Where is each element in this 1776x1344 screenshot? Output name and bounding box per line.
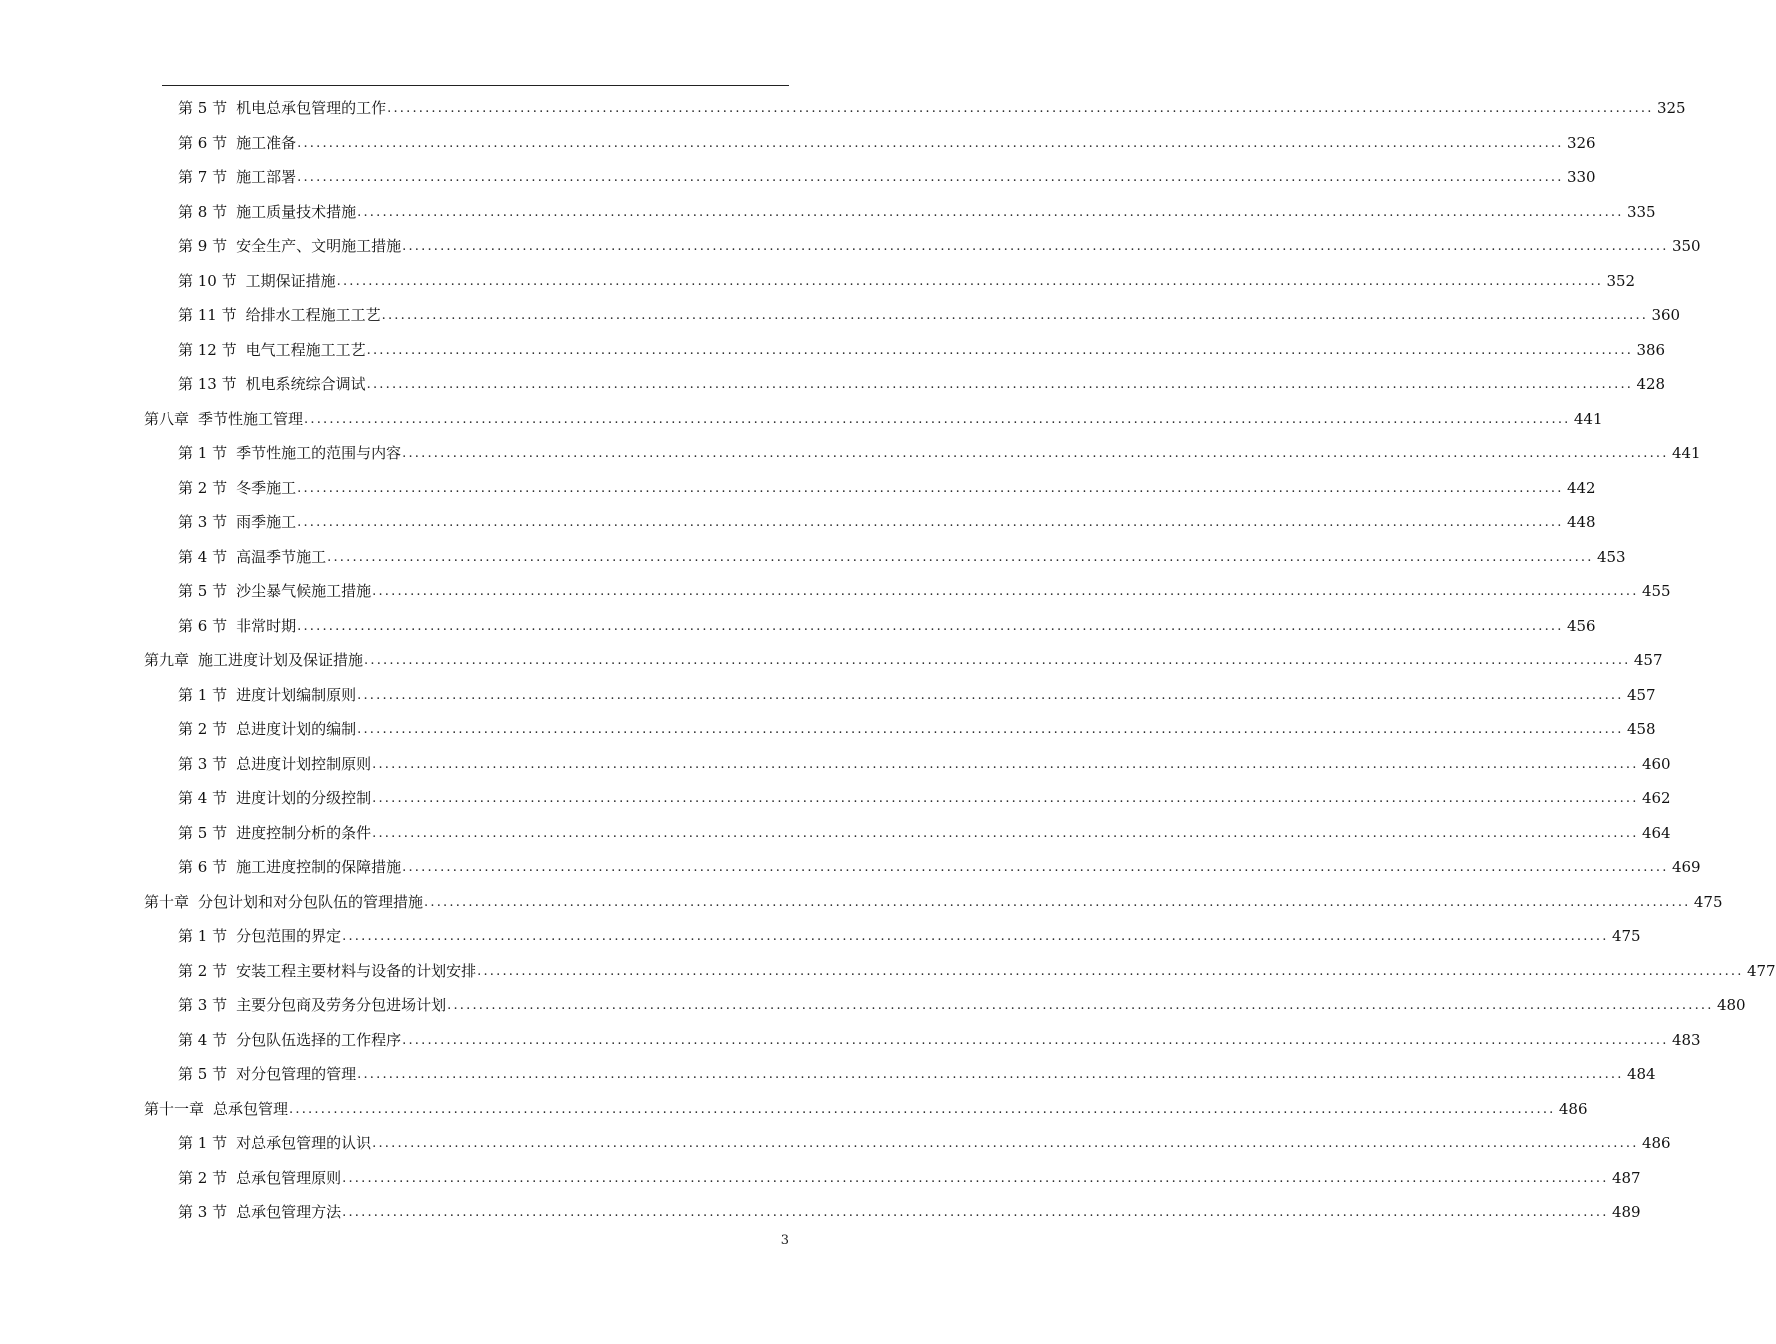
toc-entry-number: 第 9 节 — [178, 237, 228, 256]
toc-entry-label — [178, 133, 296, 153]
toc-entry-title: 机电总承包管理的工作 — [236, 99, 387, 118]
toc-section-entry[interactable] — [0, 298, 1681, 333]
toc-entry-page: 464 — [1641, 823, 1671, 842]
toc-entry-label — [178, 926, 341, 946]
dot-leader: ........................................................................................................................................................................................................ — [364, 653, 1631, 669]
toc-section-entry[interactable] — [0, 126, 1596, 161]
toc-section-entry[interactable] — [0, 747, 1671, 782]
dot-leader: ........................................................................................................................................................................................................ — [357, 204, 1624, 220]
toc-entry-page: 457 — [1626, 685, 1656, 704]
toc-entry-page: 486 — [1641, 1134, 1671, 1153]
toc-entry-page: 483 — [1671, 1030, 1701, 1049]
toc-entry-title: 非常时期 — [236, 616, 297, 635]
dot-leader: ........................................................................................................................................................................................................ — [447, 998, 1714, 1014]
dot-leader: ........................................................................................................................................................................................................ — [402, 1032, 1669, 1048]
dot-leader: ........................................................................................................................................................................................................ — [424, 894, 1691, 910]
toc-entry-page: 441 — [1671, 444, 1701, 463]
toc-entry-title: 雨季施工 — [236, 513, 297, 532]
table-of-contents — [0, 91, 1776, 1230]
dot-leader: ........................................................................................................................................................................................................ — [372, 756, 1639, 772]
toc-entry-page: 453 — [1596, 547, 1626, 566]
dot-leader: ........................................................................................................................................................................................................ — [304, 411, 1571, 427]
toc-section-entry[interactable] — [0, 91, 1686, 126]
toc-section-entry[interactable] — [0, 678, 1656, 713]
toc-entry-label — [178, 616, 296, 636]
toc-entry-label — [178, 857, 401, 877]
toc-entry-number: 第 5 节 — [178, 823, 228, 842]
dot-leader: ........................................................................................................................................................................................................ — [297, 170, 1564, 186]
toc-entry-number: 第 11 节 — [178, 306, 237, 325]
toc-entry-page: 325 — [1656, 99, 1686, 118]
toc-entry-title: 分包队伍选择的工作程序 — [236, 1030, 402, 1049]
toc-section-entry[interactable] — [0, 195, 1656, 230]
toc-entry-page: 456 — [1566, 616, 1596, 635]
dot-leader: ........................................................................................................................................................................................................ — [297, 135, 1564, 151]
toc-entry-label — [178, 167, 296, 187]
toc-entry-label — [178, 995, 446, 1015]
toc-section-entry[interactable] — [0, 816, 1671, 851]
toc-entry-number: 第 7 节 — [178, 168, 228, 187]
toc-entry-page: 386 — [1636, 340, 1666, 359]
toc-entry-title: 总承包管理 — [213, 1099, 289, 1118]
toc-entry-number: 第九章 — [144, 651, 190, 670]
toc-entry-title: 工期保证措施 — [245, 271, 336, 290]
toc-entry-title: 安全生产、文明施工措施 — [236, 237, 402, 256]
toc-entry-number: 第 12 节 — [178, 340, 237, 359]
toc-entry-page: 460 — [1641, 754, 1671, 773]
toc-section-entry[interactable] — [0, 1195, 1641, 1230]
toc-section-entry[interactable] — [0, 471, 1596, 506]
toc-entry-title: 季节性施工的范围与内容 — [236, 444, 402, 463]
toc-entry-page: 484 — [1626, 1065, 1656, 1084]
toc-chapter-entry[interactable] — [0, 1092, 1588, 1127]
toc-entry-page: 489 — [1611, 1203, 1641, 1222]
dot-leader: ........................................................................................................................................................................................................ — [372, 825, 1639, 841]
dot-leader: ........................................................................................................................................................................................................ — [342, 1205, 1609, 1221]
dot-leader: ........................................................................................................................................................................................................ — [366, 342, 1634, 358]
toc-entry-number: 第 13 节 — [178, 375, 237, 394]
toc-entry-page: 487 — [1611, 1168, 1641, 1187]
toc-entry-page: 475 — [1611, 927, 1641, 946]
toc-entry-number: 第 1 节 — [178, 444, 228, 463]
toc-entry-title: 机电系统综合调试 — [245, 375, 366, 394]
toc-entry-label — [178, 374, 366, 394]
toc-entry-number: 第十一章 — [144, 1099, 205, 1118]
toc-section-entry[interactable] — [0, 781, 1671, 816]
toc-entry-page: 458 — [1626, 720, 1656, 739]
toc-entry-number: 第 6 节 — [178, 858, 228, 877]
toc-chapter-entry[interactable] — [0, 643, 1663, 678]
toc-entry-label — [178, 961, 476, 981]
toc-section-entry[interactable] — [0, 436, 1701, 471]
dot-leader: ........................................................................................................................................................................................................ — [387, 101, 1654, 117]
dot-leader: ........................................................................................................................................................................................................ — [372, 1136, 1639, 1152]
toc-entry-title: 高温季节施工 — [236, 547, 327, 566]
toc-entry-number: 第 4 节 — [178, 789, 228, 808]
toc-section-entry[interactable] — [0, 229, 1701, 264]
dot-leader: ........................................................................................................................................................................................................ — [297, 515, 1564, 531]
header-rule — [162, 85, 789, 86]
toc-entry-label — [144, 1099, 288, 1119]
toc-entry-number: 第 3 节 — [178, 1203, 228, 1222]
toc-entry-number: 第 5 节 — [178, 99, 228, 118]
toc-entry-label — [178, 719, 356, 739]
toc-entry-page: 335 — [1626, 202, 1656, 221]
toc-entry-label — [178, 547, 326, 567]
dot-leader: ........................................................................................................................................................................................................ — [372, 791, 1639, 807]
toc-entry-label — [178, 823, 371, 843]
toc-entry-title: 对分包管理的管理 — [236, 1065, 357, 1084]
toc-entry-number: 第 2 节 — [178, 961, 228, 980]
toc-entry-page: 469 — [1671, 858, 1701, 877]
dot-leader: ........................................................................................................................................................................................................ — [342, 1170, 1609, 1186]
toc-section-entry[interactable] — [0, 540, 1626, 575]
dot-leader: ........................................................................................................................................................................................................ — [366, 377, 1634, 393]
toc-entry-page: 457 — [1633, 651, 1663, 670]
toc-entry-label — [144, 650, 363, 670]
toc-section-entry[interactable] — [0, 988, 1746, 1023]
toc-entry-page: 441 — [1573, 409, 1603, 428]
toc-entry-label — [178, 1202, 341, 1222]
toc-entry-title: 施工质量技术措施 — [236, 202, 357, 221]
toc-section-entry[interactable] — [0, 712, 1656, 747]
toc-entry-title: 施工部署 — [236, 168, 297, 187]
page-number: 3 — [780, 1233, 789, 1248]
toc-section-entry[interactable] — [0, 1161, 1641, 1196]
toc-section-entry[interactable] — [0, 574, 1671, 609]
toc-entry-page: 462 — [1641, 789, 1671, 808]
toc-entry-page: 477 — [1746, 961, 1776, 980]
toc-entry-label — [178, 236, 401, 256]
toc-entry-label — [178, 340, 366, 360]
toc-entry-title: 给排水工程施工工艺 — [245, 306, 381, 325]
toc-entry-title: 总进度计划的编制 — [236, 720, 357, 739]
toc-entry-number: 第 6 节 — [178, 616, 228, 635]
toc-entry-label — [178, 305, 381, 325]
toc-entry-number: 第十章 — [144, 892, 190, 911]
toc-entry-number: 第 1 节 — [178, 1134, 228, 1153]
dot-leader: ........................................................................................................................................................................................................ — [402, 446, 1669, 462]
toc-entry-page: 350 — [1671, 237, 1701, 256]
toc-entry-page: 486 — [1558, 1099, 1588, 1118]
toc-entry-title: 分包范围的界定 — [236, 927, 342, 946]
toc-section-entry[interactable] — [0, 954, 1776, 989]
toc-section-entry[interactable] — [0, 505, 1596, 540]
toc-entry-label — [178, 754, 371, 774]
dot-leader: ........................................................................................................................................................................................................ — [402, 239, 1669, 255]
toc-entry-number: 第 1 节 — [178, 685, 228, 704]
toc-entry-title: 冬季施工 — [236, 478, 297, 497]
dot-leader: ........................................................................................................................................................................................................ — [327, 549, 1594, 565]
toc-entry-number: 第 2 节 — [178, 720, 228, 739]
dot-leader: ........................................................................................................................................................................................................ — [477, 963, 1744, 979]
toc-entry-number: 第 1 节 — [178, 927, 228, 946]
toc-section-entry[interactable] — [0, 919, 1641, 954]
toc-entry-label — [178, 581, 371, 601]
toc-entry-label — [178, 478, 296, 498]
toc-entry-page: 455 — [1641, 582, 1671, 601]
toc-entry-label — [178, 685, 356, 705]
toc-entry-title: 进度计划的分级控制 — [236, 789, 372, 808]
dot-leader: ........................................................................................................................................................................................................ — [336, 273, 1604, 289]
toc-entry-title: 总承包管理方法 — [236, 1203, 342, 1222]
toc-entry-title: 施工准备 — [236, 133, 297, 152]
toc-section-entry[interactable] — [0, 264, 1636, 299]
toc-entry-title: 季节性施工管理 — [198, 409, 304, 428]
dot-leader: ........................................................................................................................................................................................................ — [289, 1101, 1556, 1117]
toc-chapter-entry[interactable] — [0, 885, 1723, 920]
toc-section-entry[interactable] — [0, 1057, 1656, 1092]
toc-entry-label — [178, 1168, 341, 1188]
toc-entry-number: 第 5 节 — [178, 582, 228, 601]
toc-entry-label — [178, 271, 336, 291]
dot-leader: ........................................................................................................................................................................................................ — [297, 618, 1564, 634]
toc-entry-page: 448 — [1566, 513, 1596, 532]
toc-entry-title: 总承包管理原则 — [236, 1168, 342, 1187]
toc-section-entry[interactable] — [0, 1023, 1701, 1058]
toc-entry-number: 第 3 节 — [178, 754, 228, 773]
toc-entry-number: 第 2 节 — [178, 478, 228, 497]
toc-entry-title: 主要分包商及劳务分包进场计划 — [236, 996, 447, 1015]
dot-leader: ........................................................................................................................................................................................................ — [381, 308, 1649, 324]
toc-entry-number: 第 4 节 — [178, 1030, 228, 1049]
toc-entry-label — [178, 202, 356, 222]
toc-section-entry[interactable] — [0, 367, 1666, 402]
toc-entry-label — [178, 98, 386, 118]
toc-section-entry[interactable] — [0, 609, 1596, 644]
toc-chapter-entry[interactable] — [0, 402, 1603, 437]
toc-entry-title: 施工进度控制的保障措施 — [236, 858, 402, 877]
toc-entry-label — [178, 443, 401, 463]
dot-leader: ........................................................................................................................................................................................................ — [357, 1067, 1624, 1083]
toc-section-entry[interactable] — [0, 850, 1701, 885]
toc-entry-number: 第 4 节 — [178, 547, 228, 566]
dot-leader: ........................................................................................................................................................................................................ — [357, 722, 1624, 738]
toc-entry-page: 326 — [1566, 133, 1596, 152]
toc-entry-number: 第 3 节 — [178, 513, 228, 532]
toc-entry-title: 施工进度计划及保证措施 — [198, 651, 364, 670]
dot-leader: ........................................................................................................................................................................................................ — [342, 929, 1609, 945]
dot-leader: ........................................................................................................................................................................................................ — [402, 860, 1669, 876]
toc-entry-title: 分包计划和对分包队伍的管理措施 — [198, 892, 424, 911]
toc-entry-number: 第 2 节 — [178, 1168, 228, 1187]
toc-entry-title: 进度计划编制原则 — [236, 685, 357, 704]
toc-entry-label — [178, 512, 296, 532]
toc-entry-page: 442 — [1566, 478, 1596, 497]
toc-entry-label — [178, 788, 371, 808]
toc-section-entry[interactable] — [0, 333, 1666, 368]
toc-entry-number: 第 5 节 — [178, 1065, 228, 1084]
toc-entry-label — [144, 892, 423, 912]
toc-entry-number: 第 8 节 — [178, 202, 228, 221]
toc-section-entry[interactable] — [0, 160, 1596, 195]
toc-entry-label — [178, 1064, 356, 1084]
toc-entry-title: 对总承包管理的认识 — [236, 1134, 372, 1153]
toc-entry-title: 电气工程施工工艺 — [245, 340, 366, 359]
toc-entry-page: 360 — [1651, 306, 1681, 325]
toc-entry-title: 沙尘暴气候施工措施 — [236, 582, 372, 601]
toc-entry-number: 第八章 — [144, 409, 190, 428]
toc-entry-page: 352 — [1606, 271, 1636, 290]
dot-leader: ........................................................................................................................................................................................................ — [297, 480, 1564, 496]
toc-entry-label — [178, 1030, 401, 1050]
toc-entry-label — [144, 409, 303, 429]
toc-entry-number: 第 10 节 — [178, 271, 237, 290]
dot-leader: ........................................................................................................................................................................................................ — [357, 687, 1624, 703]
toc-entry-number: 第 6 节 — [178, 133, 228, 152]
toc-entry-title: 总进度计划控制原则 — [236, 754, 372, 773]
toc-entry-page: 480 — [1716, 996, 1746, 1015]
toc-entry-label — [178, 1133, 371, 1153]
toc-entry-page: 428 — [1636, 375, 1666, 394]
toc-section-entry[interactable] — [0, 1126, 1671, 1161]
dot-leader: ........................................................................................................................................................................................................ — [372, 584, 1639, 600]
toc-entry-page: 330 — [1566, 168, 1596, 187]
toc-entry-number: 第 3 节 — [178, 996, 228, 1015]
toc-entry-title: 进度控制分析的条件 — [236, 823, 372, 842]
toc-entry-page: 475 — [1693, 892, 1723, 911]
toc-entry-title: 安装工程主要材料与设备的计划安排 — [236, 961, 477, 980]
